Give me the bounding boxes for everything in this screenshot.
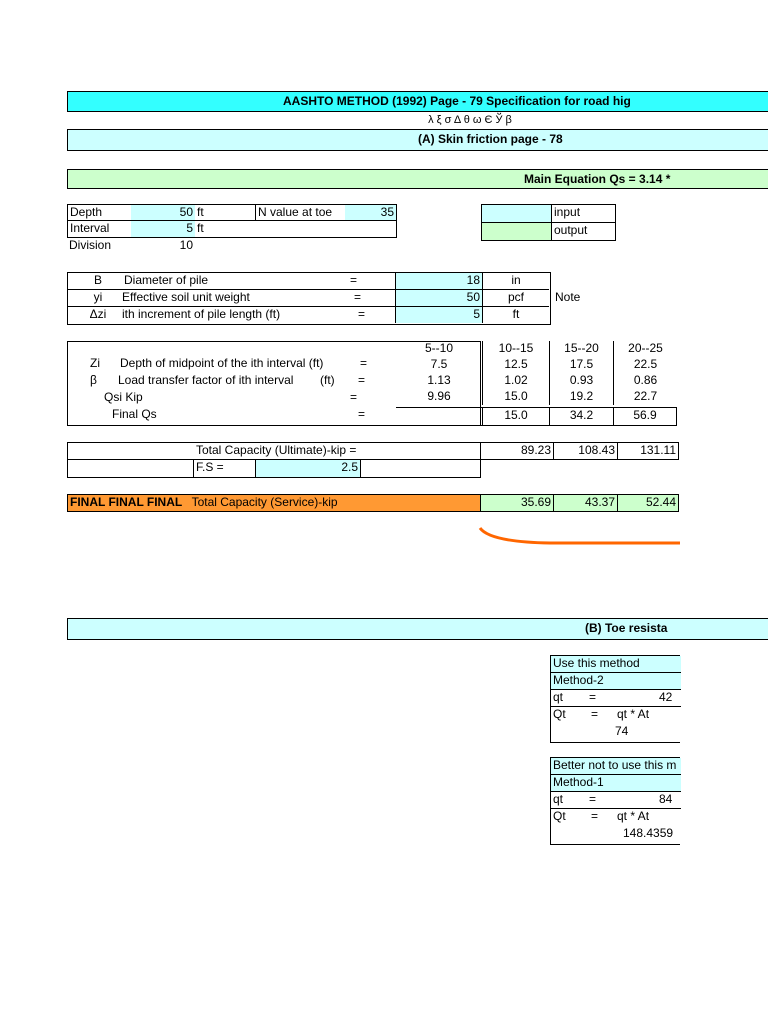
calc-row-qsi: Qsi Kip = [104, 390, 358, 404]
highlight-arc [470, 520, 680, 550]
n-value[interactable]: 35 [345, 204, 397, 221]
method1-block [550, 757, 680, 845]
ultimate-value: 108.43 [553, 442, 617, 460]
skin-friction-title: (A) Skin friction page - 78 [67, 129, 768, 151]
range-cell: 10--15 [482, 341, 549, 357]
division-value: 10 [179, 238, 193, 252]
final-qs-cell [396, 407, 482, 426]
inputs-block [67, 204, 397, 254]
calc-values [396, 341, 681, 426]
zi-cell: 12.5 [482, 357, 549, 373]
param-dzi-unit: ft [512, 307, 520, 321]
param-b-unit: in [483, 273, 549, 290]
qsi-cell: 15.0 [482, 389, 549, 405]
depth-unit: ft [195, 204, 255, 221]
interval-value[interactable]: 5 [131, 221, 195, 238]
service-value: 35.69 [481, 494, 553, 512]
method2-Qt-row: Qt = qt * At [553, 707, 650, 721]
depth-label: Depth [67, 204, 131, 221]
zi-cell: 7.5 [430, 357, 448, 371]
param-yi-unit: pcf [483, 290, 549, 307]
beta-cell: 0.93 [549, 373, 613, 389]
zi-cell: 22.5 [613, 357, 677, 373]
param-dzi-value[interactable]: 5 [395, 307, 483, 323]
method1-Qt-value: 148.4359 [623, 826, 674, 840]
service-value: 43.37 [553, 494, 617, 512]
method1-Qt-row: Qt = qt * At [553, 809, 650, 823]
fs-label: F.S = [193, 460, 255, 477]
main-equation-bar: Main Equation Qs = 3.14 * [67, 169, 768, 189]
final-label: FINAL FINAL FINAL [70, 495, 183, 509]
depth-value[interactable]: 50 [131, 204, 195, 221]
beta-cell: 1.02 [482, 373, 549, 389]
range-cell: 15--20 [549, 341, 613, 357]
interval-label: Interval [67, 221, 131, 238]
method1-name: Method-1 [551, 775, 681, 792]
title-bar [67, 91, 768, 112]
param-row: B Diameter of pile = [68, 273, 549, 290]
calc-row-final: Final Qs = [112, 407, 366, 421]
method1-note: Better not to use this m [551, 758, 681, 775]
ultimate-value: 89.23 [481, 442, 553, 460]
param-row: Δzi ith increment of pile length (ft) = [89, 307, 366, 321]
interval-unit: ft [195, 221, 397, 238]
final-service-row [67, 494, 481, 512]
service-label: Total Capacity (Service)-kip [191, 495, 338, 509]
legend-input-swatch [482, 205, 552, 223]
method2-qt-row: qt = 42 [551, 690, 681, 707]
method2-block [550, 655, 680, 743]
params-note: Note [555, 290, 581, 304]
method2-name: Method-2 [551, 673, 681, 690]
legend-output-swatch [482, 223, 552, 240]
ultimate-label-cell: Total Capacity (Ultimate)-kip = [67, 442, 481, 460]
method2-note: Use this method [551, 656, 681, 673]
division-label: Division [69, 238, 112, 252]
range-cell: 20--25 [613, 341, 677, 357]
qsi-cell: 9.96 [427, 389, 451, 403]
param-yi-value[interactable]: 50 [395, 290, 483, 307]
range-cell: 5--10 [424, 341, 453, 355]
beta-cell: 0.86 [613, 373, 677, 389]
totals-block [67, 442, 679, 478]
page-title: AASHTO METHOD (1992) Page - 79 Specification for road hig [283, 94, 631, 108]
n-value-label: N value at toe [255, 204, 345, 221]
final-qs-cell: 34.2 [549, 407, 613, 426]
beta-cell: 1.13 [427, 373, 451, 387]
legend-input-label: input [552, 205, 615, 223]
ultimate-value: 131.11 [617, 442, 679, 460]
symbols-row: λ ξ σ Δ θ ω Є Ў β [428, 114, 512, 126]
toe-resistance-title: (B) Toe resista [67, 618, 768, 640]
zi-cell: 17.5 [549, 357, 613, 373]
service-value: 52.44 [617, 494, 679, 512]
qsi-cell: 22.7 [613, 389, 677, 405]
calc-row-zi: Zi Depth of midpoint of the ith interval (ft) = [90, 356, 368, 370]
params-table [67, 272, 551, 325]
legend [481, 204, 616, 241]
param-b-value[interactable]: 18 [395, 273, 483, 290]
fs-value[interactable]: 2.5 [255, 460, 361, 477]
final-qs-cell: 15.0 [482, 407, 549, 426]
final-qs-cell: 56.9 [613, 407, 677, 426]
qsi-cell: 19.2 [549, 389, 613, 405]
method2-Qt-value: 74 [615, 724, 629, 738]
method1-qt-row: qt = 84 [551, 792, 681, 809]
param-row: yi Effective soil unit weight = [68, 290, 549, 307]
legend-output-label: output [554, 223, 588, 237]
calc-row-beta: β Load transfer factor of ith interval (ft) = [90, 373, 366, 387]
